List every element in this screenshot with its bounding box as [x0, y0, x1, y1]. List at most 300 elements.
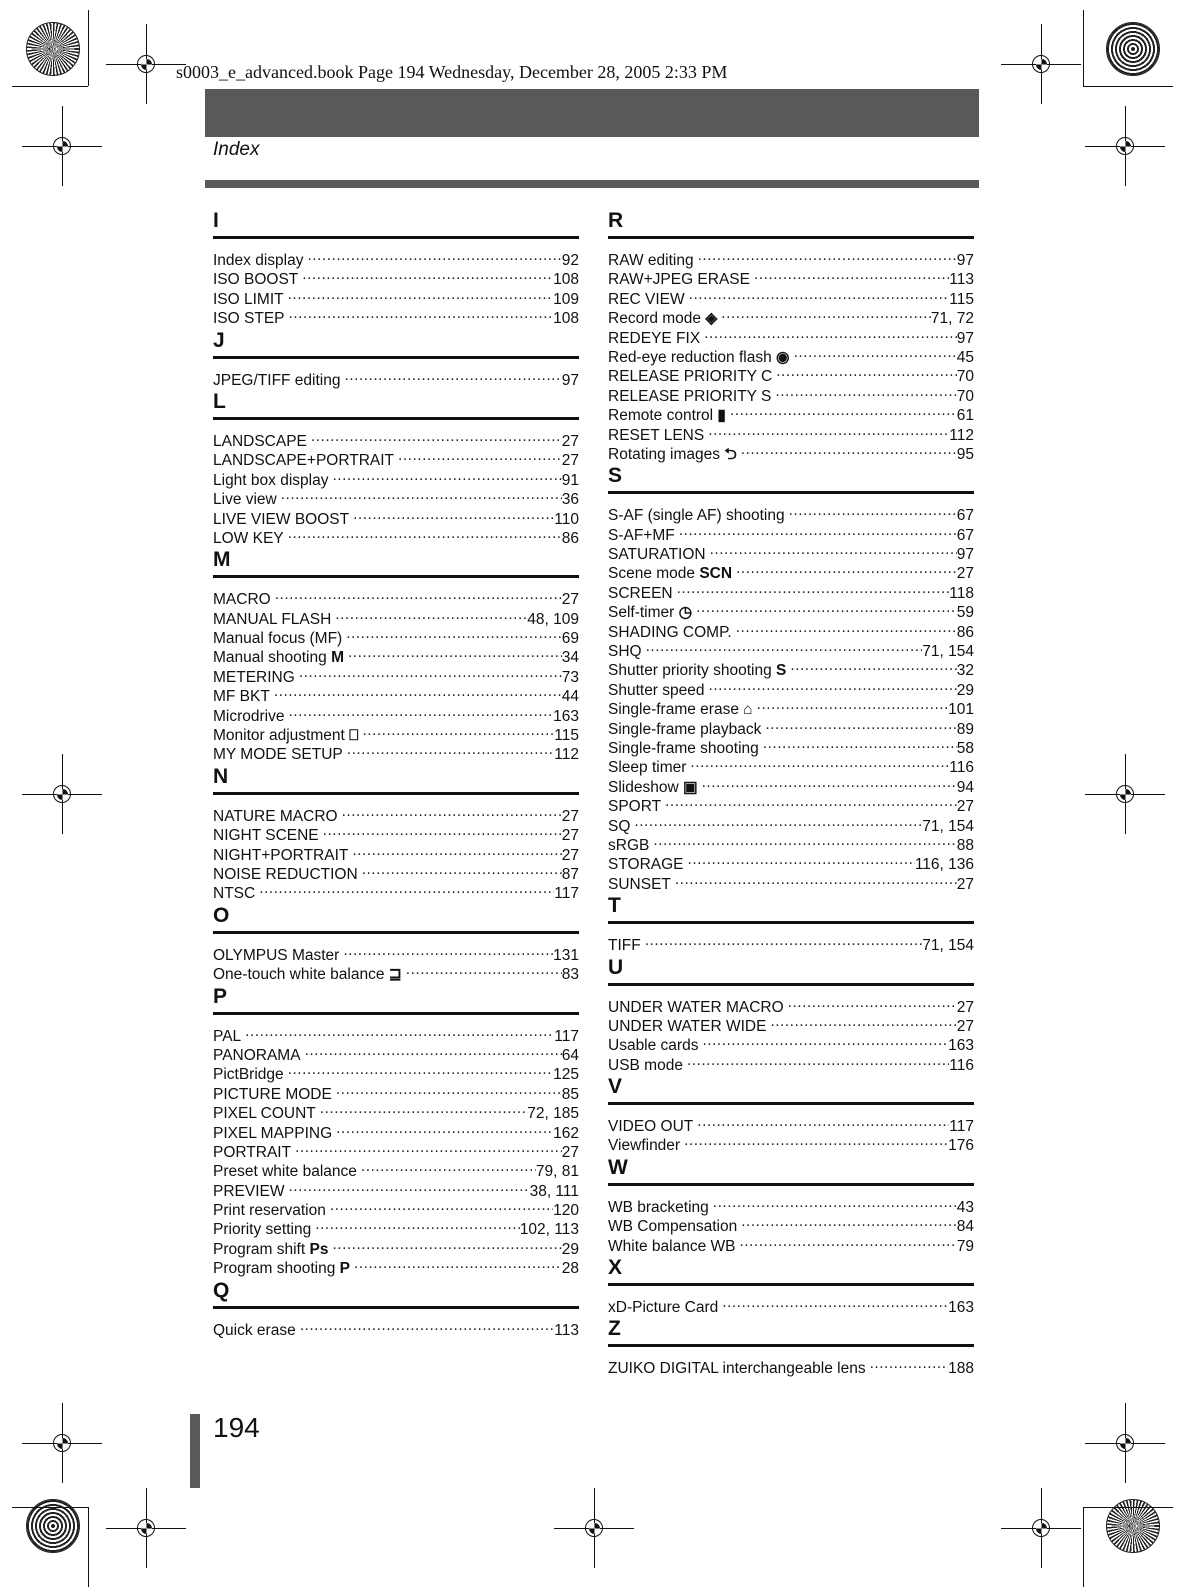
- page-reference: 120: [553, 1202, 579, 1220]
- letter-divider: [608, 236, 974, 239]
- index-term: Preset white balance: [213, 1163, 357, 1181]
- letter-divider: [608, 983, 974, 986]
- index-entry: [213, 879, 579, 903]
- index-term: Program shift: [213, 1240, 306, 1258]
- dot-leader: [741, 440, 957, 459]
- dot-leader: [741, 1212, 957, 1231]
- index-term: Manual focus (MF): [213, 630, 343, 648]
- index-entry: [213, 802, 579, 825]
- index-entry: [608, 1354, 974, 1378]
- dot-leader: [288, 702, 553, 721]
- letter-divider: [608, 1183, 974, 1186]
- crop-line: [1083, 1507, 1084, 1587]
- index-entry: [213, 1022, 579, 1045]
- page-reference: 58: [956, 739, 974, 757]
- page-reference: 27: [561, 432, 579, 450]
- index-entry: [213, 366, 579, 389]
- dot-leader: [336, 1119, 553, 1138]
- index-term: METERING: [213, 668, 295, 686]
- mode-symbol-icon: ⊒: [388, 966, 402, 984]
- index-term: SQ: [608, 817, 631, 835]
- dot-leader: [696, 598, 957, 617]
- index-term: Priority setting: [213, 1221, 312, 1239]
- index-group-m: [213, 547, 579, 764]
- page-reference: 85: [561, 1085, 579, 1103]
- mode-symbol-icon: SCN: [699, 565, 733, 583]
- index-term: Record mode: [608, 310, 702, 328]
- dot-leader: [775, 382, 956, 401]
- dot-leader: [754, 265, 949, 284]
- index-term: Single-frame erase: [608, 701, 739, 719]
- index-term: SUNSET: [608, 875, 671, 893]
- index-term: Red-eye reduction flash: [608, 348, 772, 366]
- dot-leader: [295, 1138, 562, 1157]
- page-tab-marker: [190, 1414, 200, 1488]
- book-file-info: s0003_e_advanced.book Page 194 Wednesday, December 28, 2005 2:33 PM: [176, 62, 728, 82]
- index-term: PIXEL MAPPING: [213, 1124, 333, 1142]
- index-term: ISO BOOST: [213, 271, 299, 289]
- dot-leader: [342, 802, 562, 821]
- dot-leader: [690, 753, 949, 772]
- page-reference: 27: [561, 846, 579, 864]
- index-term: Shutter priority shooting: [608, 662, 772, 680]
- index-term: MACRO: [213, 591, 271, 609]
- dot-leader: [736, 618, 957, 637]
- index-term: LOW KEY: [213, 529, 284, 547]
- dot-leader: [347, 740, 555, 759]
- dot-leader: [302, 265, 553, 284]
- index-entry: [608, 993, 974, 1016]
- index-term: UNDER WATER MACRO: [608, 998, 784, 1016]
- letter-divider: [608, 491, 974, 494]
- index-entry: [608, 637, 974, 661]
- page-reference: 92: [561, 252, 579, 269]
- dot-leader: [398, 446, 562, 465]
- page-reference: 108: [553, 271, 579, 289]
- dot-leader: [352, 841, 561, 860]
- index-letter-heading: R: [608, 209, 624, 232]
- dot-leader: [788, 993, 957, 1012]
- dot-leader: [288, 1177, 529, 1196]
- index-term: SPORT: [608, 798, 662, 816]
- dot-leader: [288, 1060, 553, 1079]
- index-letter-heading: N: [213, 764, 229, 788]
- index-term: Viewfinder: [608, 1137, 681, 1155]
- dot-leader: [730, 401, 957, 420]
- dot-leader: [288, 524, 562, 543]
- index-term: SCREEN: [608, 584, 673, 602]
- dot-leader: [653, 831, 956, 850]
- page-reference: 69: [561, 630, 579, 648]
- page-reference: 61: [956, 407, 974, 425]
- page-reference: 48, 109: [527, 610, 579, 628]
- dot-leader: [320, 1099, 528, 1118]
- dot-leader: [336, 1080, 562, 1099]
- index-term: Usable cards: [608, 1037, 699, 1055]
- dot-leader: [765, 715, 956, 734]
- page-reference: 45: [956, 348, 974, 366]
- index-entry: [608, 1293, 974, 1317]
- page-reference: 125: [553, 1066, 579, 1084]
- index-term: LANDSCAPE+PORTRAIT: [213, 452, 395, 470]
- index-term: RELEASE PRIORITY C: [608, 368, 773, 386]
- page-reference: 29: [561, 1240, 579, 1258]
- index-entry: [213, 585, 579, 609]
- crop-line: [88, 10, 89, 86]
- index-entry: [213, 1316, 579, 1339]
- dot-leader: [776, 362, 957, 381]
- page-reference: 86: [561, 529, 579, 547]
- page-reference: 27: [561, 827, 579, 845]
- dot-leader: [710, 540, 957, 559]
- index-term: One-touch white balance: [213, 966, 385, 984]
- index-term: LANDSCAPE: [213, 432, 307, 450]
- index-column-left: [213, 206, 579, 1339]
- index-group-n: [213, 764, 579, 903]
- page-reference: 34: [561, 649, 579, 667]
- index-term: xD-Picture Card: [608, 1299, 719, 1317]
- dot-leader: [300, 1316, 555, 1335]
- page-reference: 118: [949, 584, 974, 602]
- crop-line: [88, 1507, 89, 1587]
- index-group-j: [213, 328, 579, 389]
- index-entry: [213, 941, 579, 964]
- page-reference: 112: [554, 746, 579, 764]
- letter-divider: [213, 1306, 579, 1309]
- mode-symbol-icon: ◷: [678, 604, 693, 622]
- dot-leader: [332, 1235, 561, 1254]
- index-term: VIDEO OUT: [608, 1118, 694, 1136]
- dot-leader: [722, 1293, 948, 1312]
- page-reference: 71, 154: [922, 937, 974, 955]
- page-reference: 28: [561, 1260, 579, 1278]
- index-entry: [608, 831, 974, 854]
- dot-leader: [702, 1031, 948, 1050]
- index-letter-heading: I: [213, 209, 219, 232]
- dot-leader: [688, 850, 915, 869]
- page-reference: 71, 154: [922, 817, 974, 835]
- page-reference: 101: [948, 701, 974, 719]
- index-term: RELEASE PRIORITY S: [608, 387, 772, 405]
- page-reference: 113: [949, 271, 974, 289]
- dot-leader: [770, 1012, 956, 1031]
- index-term: Live view: [213, 491, 277, 509]
- page-number: 194: [213, 1412, 260, 1443]
- index-term: MANUAL FLASH: [213, 610, 332, 628]
- dot-leader: [697, 1112, 949, 1131]
- dot-leader: [343, 941, 553, 960]
- letter-divider: [608, 1102, 974, 1105]
- index-term: WB bracketing: [608, 1198, 709, 1216]
- dot-leader: [245, 1022, 554, 1041]
- index-term: Quick erase: [213, 1321, 296, 1339]
- index-term: Program shooting: [213, 1260, 336, 1278]
- index-term: JPEG/TIFF editing: [213, 371, 341, 389]
- mode-symbol-icon: ◈: [705, 310, 718, 328]
- page-reference: 32: [956, 662, 974, 680]
- index-term: PANORAMA: [213, 1046, 301, 1064]
- letter-divider: [213, 792, 579, 795]
- dot-leader: [763, 734, 957, 753]
- page-reference: 113: [554, 1321, 579, 1339]
- page-reference: 64: [561, 1046, 579, 1064]
- page-reference: 162: [553, 1124, 579, 1142]
- index-group-i: [213, 208, 579, 328]
- page-reference: 102, 113: [519, 1221, 579, 1239]
- page-reference: 27: [561, 1143, 579, 1161]
- crop-line: [1083, 1507, 1173, 1508]
- page-reference: 72, 185: [527, 1105, 579, 1123]
- dot-leader: [311, 427, 562, 446]
- index-entry: [608, 931, 974, 955]
- index-letter-heading: T: [608, 894, 621, 918]
- index-group-w: [608, 1155, 974, 1255]
- index-letter-heading: W: [608, 1155, 628, 1179]
- index-term: Self-timer: [608, 604, 675, 622]
- index-term: Shutter speed: [608, 681, 705, 699]
- page-reference: 27: [956, 875, 974, 893]
- dot-leader: [289, 304, 554, 323]
- mode-symbol-icon: Ps: [309, 1240, 329, 1258]
- index-column-right: [608, 206, 974, 1378]
- index-term: Single-frame playback: [608, 720, 762, 738]
- index-letter-heading: V: [608, 1075, 623, 1099]
- registration-burst-mark: [26, 22, 80, 76]
- index-entry: [213, 1041, 579, 1064]
- index-group-z: [608, 1316, 974, 1378]
- index-term: WB Compensation: [608, 1218, 738, 1236]
- page-reference: 44: [561, 688, 579, 706]
- letter-divider: [213, 236, 579, 239]
- index-letter-heading: Z: [608, 1317, 621, 1341]
- dot-leader: [870, 1354, 949, 1373]
- crop-line: [12, 1507, 88, 1508]
- page-reference: 131: [553, 946, 579, 964]
- index-group-t: [608, 893, 974, 955]
- dot-leader: [689, 285, 950, 304]
- page-reference: 97: [956, 546, 974, 564]
- page-reference: 67: [956, 507, 974, 525]
- mode-symbol-icon: M: [331, 649, 344, 667]
- index-term: Index display: [213, 252, 304, 269]
- index-term: Rotating images: [608, 445, 721, 463]
- index-term: SHADING COMP.: [608, 623, 732, 641]
- index-group-v: [608, 1074, 974, 1155]
- index-term: STORAGE: [608, 856, 684, 874]
- index-entry: [608, 812, 974, 835]
- page-reference: 117: [554, 1027, 579, 1045]
- dot-leader: [740, 1232, 957, 1251]
- page-reference: 97: [956, 252, 974, 269]
- index-letter-heading: M: [213, 548, 231, 572]
- index-term: S-AF+MF: [608, 526, 675, 544]
- letter-divider: [213, 931, 579, 934]
- dot-leader: [757, 695, 948, 714]
- index-term: REC VIEW: [608, 290, 685, 308]
- index-term: RESET LENS: [608, 426, 705, 444]
- page-reference: 94: [956, 778, 974, 796]
- page-reference: 97: [956, 329, 974, 347]
- index-term: NIGHT SCENE: [213, 827, 319, 845]
- dot-leader: [698, 246, 957, 265]
- dot-leader: [299, 663, 562, 682]
- page-reference: 83: [561, 966, 579, 984]
- dot-leader: [332, 466, 561, 485]
- index-entry: [213, 246, 579, 269]
- index-term: PIXEL COUNT: [213, 1105, 316, 1123]
- dot-leader: [288, 285, 554, 304]
- page-reference: 86: [956, 623, 974, 641]
- page-reference: 91: [561, 471, 579, 489]
- page-reference: 110: [554, 510, 579, 528]
- letter-divider: [213, 1012, 579, 1015]
- index-term: PAL: [213, 1027, 242, 1045]
- index-term: PORTRAIT: [213, 1143, 292, 1161]
- index-term: Single-frame shooting: [608, 739, 759, 757]
- index-group-o: [213, 903, 579, 984]
- index-term: Print reservation: [213, 1202, 326, 1220]
- dot-leader: [687, 1051, 949, 1070]
- page-reference: 27: [561, 591, 579, 609]
- dot-leader: [335, 605, 527, 624]
- index-letter-heading: X: [608, 1256, 623, 1280]
- page-reference: 112: [949, 426, 974, 444]
- page-reference: 70: [956, 368, 974, 386]
- index-entry: [608, 850, 974, 874]
- mode-symbol-icon: S: [776, 662, 787, 680]
- header-band: [205, 89, 979, 137]
- page-reference: 87: [561, 865, 579, 883]
- dot-leader: [634, 812, 922, 831]
- index-term: Slideshow: [608, 778, 679, 796]
- index-group-q: [213, 1278, 579, 1339]
- dot-leader: [323, 821, 562, 840]
- dot-leader: [789, 501, 957, 520]
- page-reference: 27: [956, 998, 974, 1016]
- page-reference: 88: [956, 836, 974, 854]
- dot-leader: [675, 870, 957, 889]
- header-rule: [205, 180, 979, 188]
- page-reference: 109: [553, 290, 579, 308]
- index-term: Microdrive: [213, 707, 285, 725]
- dot-leader: [679, 521, 957, 540]
- page-reference: 84: [956, 1218, 974, 1236]
- section-title: Index: [213, 139, 260, 160]
- page-reference: 71, 154: [922, 643, 974, 661]
- index-letter-heading: S: [608, 464, 623, 488]
- page-reference: 36: [561, 491, 579, 509]
- page-reference: 27: [561, 452, 579, 470]
- index-term: sRGB: [608, 836, 650, 854]
- dot-leader: [708, 421, 949, 440]
- dot-leader: [646, 637, 923, 656]
- index-term: ISO STEP: [213, 310, 285, 328]
- page-reference: 89: [956, 720, 974, 738]
- page-reference: 108: [553, 310, 579, 328]
- letter-divider: [608, 1283, 974, 1286]
- page-reference: 38, 111: [529, 1182, 579, 1200]
- dot-leader: [305, 1041, 562, 1060]
- index-term: USB mode: [608, 1056, 683, 1074]
- index-group-u: [608, 955, 974, 1074]
- dot-leader: [259, 879, 554, 898]
- index-term: NTSC: [213, 885, 256, 903]
- index-term: MY MODE SETUP: [213, 746, 343, 764]
- index-letter-heading: J: [213, 328, 225, 352]
- index-term: White balance WB: [608, 1237, 736, 1255]
- dot-leader: [362, 860, 562, 879]
- dot-leader: [709, 676, 957, 695]
- dot-leader: [361, 1157, 536, 1176]
- index-term: MF BKT: [213, 688, 270, 706]
- page-reference: 117: [949, 1118, 974, 1136]
- dot-leader: [406, 960, 562, 979]
- dot-leader: [330, 1196, 553, 1215]
- dot-leader: [665, 792, 957, 811]
- index-term: LIVE VIEW BOOST: [213, 510, 350, 528]
- mode-symbol-icon: ▣: [682, 778, 698, 796]
- letter-divider: [213, 575, 579, 578]
- letter-divider: [213, 417, 579, 420]
- crop-line: [1083, 86, 1173, 87]
- mode-symbol-icon: P: [339, 1260, 350, 1278]
- index-term: RAW editing: [608, 252, 694, 269]
- page-reference: 163: [553, 707, 579, 725]
- index-term: Remote control: [608, 407, 714, 425]
- mode-symbol-icon: ⌂: [743, 701, 753, 719]
- index-letter-heading: O: [213, 903, 230, 927]
- dot-leader: [721, 304, 931, 323]
- dot-leader: [274, 682, 562, 701]
- dot-leader: [354, 1254, 562, 1273]
- index-term: PictBridge: [213, 1066, 284, 1084]
- index-letter-heading: L: [213, 389, 226, 413]
- dot-leader: [702, 773, 957, 792]
- index-entry: [608, 1112, 974, 1136]
- index-term: PICTURE MODE: [213, 1085, 332, 1103]
- index-term: Light box display: [213, 471, 329, 489]
- index-group-r: [608, 208, 974, 463]
- index-letter-heading: Q: [213, 1278, 230, 1302]
- page-reference: 29: [956, 681, 974, 699]
- crop-line: [12, 86, 88, 87]
- index-term: ZUIKO DIGITAL interchangeable lens: [608, 1360, 866, 1378]
- index-group-l: [213, 389, 579, 547]
- dot-leader: [645, 931, 923, 950]
- index-term: S-AF (single AF) shooting: [608, 507, 785, 525]
- page-reference: 27: [956, 798, 974, 816]
- dot-leader: [790, 656, 956, 675]
- index-term: TIFF: [608, 937, 641, 955]
- page-reference: 115: [949, 290, 974, 308]
- index-term: Monitor adjustment: [213, 727, 345, 745]
- crop-line: [1083, 10, 1084, 86]
- index-term: NOISE REDUCTION: [213, 865, 358, 883]
- page-reference: 43: [956, 1198, 974, 1216]
- index-term: SATURATION: [608, 546, 706, 564]
- dot-leader: [704, 324, 957, 343]
- page-reference: 163: [948, 1299, 974, 1317]
- page-reference: 116: [949, 1056, 974, 1074]
- dot-leader: [307, 246, 561, 265]
- page-reference: 73: [561, 668, 579, 686]
- page-reference: 117: [554, 885, 579, 903]
- dot-leader: [275, 585, 562, 604]
- page-reference: 97: [561, 371, 579, 389]
- dot-leader: [677, 579, 950, 598]
- index-term: Scene mode: [608, 565, 696, 583]
- page-reference: 79, 81: [535, 1163, 579, 1181]
